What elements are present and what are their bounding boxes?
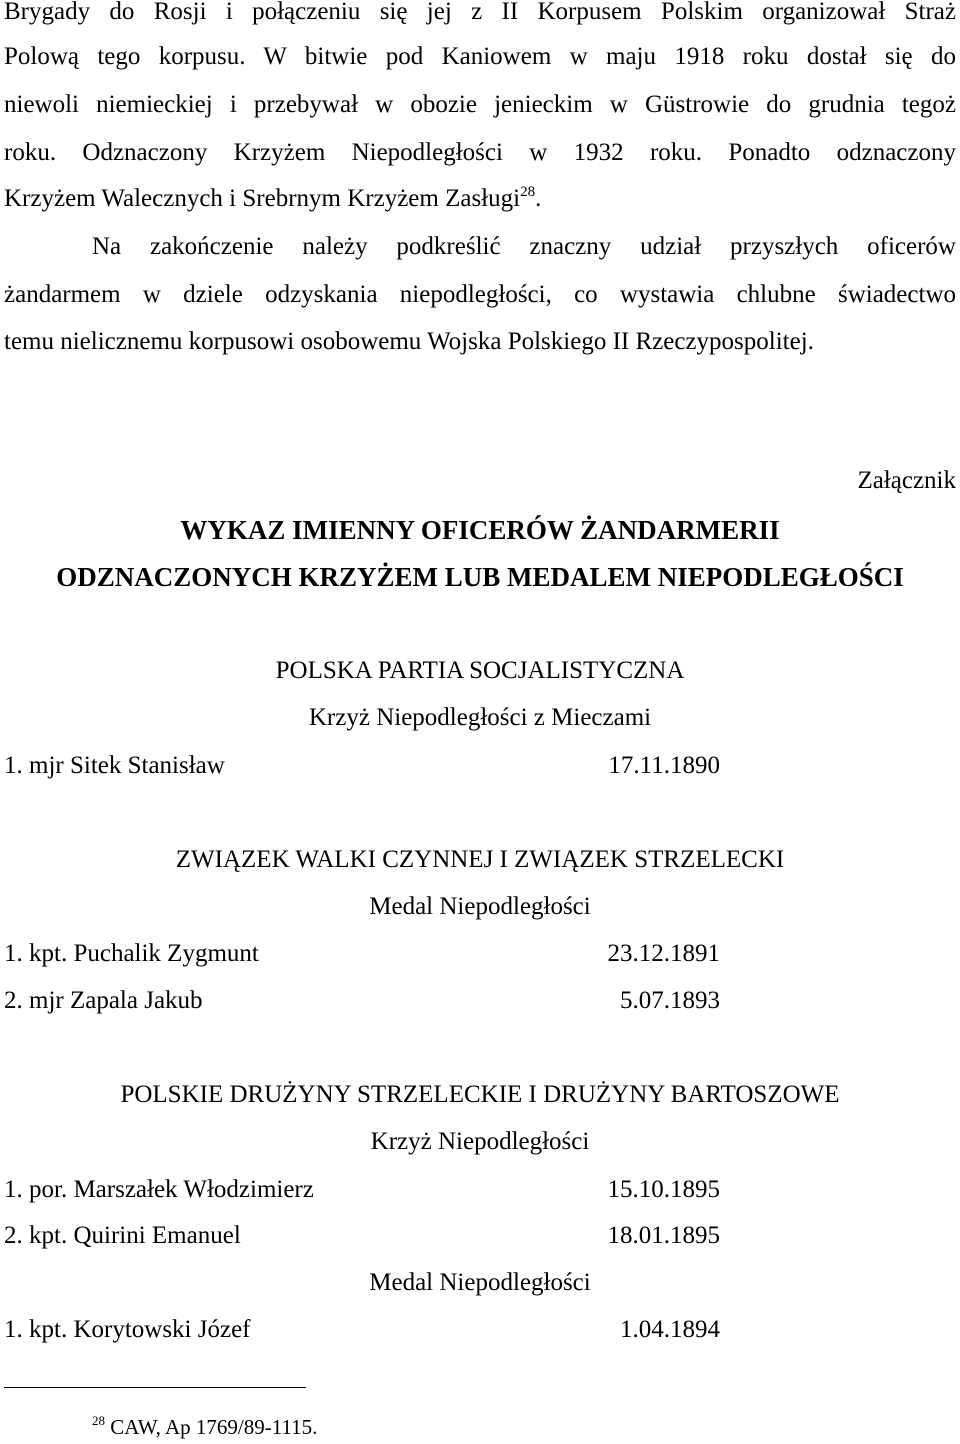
section2-entry1-date: 23.12.1891	[607, 940, 720, 967]
title-line2: ODZNACZONYCH KRZYŻEM LUB MEDALEM NIEPODLEGŁOŚCI	[56, 562, 904, 592]
section2-entry1-name: 1. kpt. Puchalik Zygmunt	[4, 940, 259, 967]
footnote-separator	[4, 1387, 306, 1388]
section1-entry1-date: 17.11.1890	[608, 752, 720, 779]
section1-organization: POLSKA PARTIA SOCJALISTYCZNA	[275, 657, 685, 684]
section2-entry2-name: 2. mjr Zapala Jakub	[4, 987, 203, 1014]
section3-entry2-date: 18.01.1895	[607, 1222, 720, 1249]
paragraph2-line2: żandarmem w dziele odzyskania niepodległości, co wystawia chlubne świadectwo	[4, 281, 956, 308]
paragraph2-line1: Na zakończenie należy podkreślić znaczny udział przyszłych oficerów	[92, 233, 956, 260]
paragraph1-line1: Brygady do Rosji i połączeniu się jej z II Korpusem Polskim organizował Straż	[4, 0, 956, 25]
paragraph1-end: .	[535, 185, 542, 212]
section2-organization: ZWIĄZEK WALKI CZYNNEJ I ZWIĄZEK STRZELECKI	[175, 846, 785, 873]
footnote	[92, 1414, 317, 1440]
section2-entry2-date: 5.07.1893	[620, 987, 720, 1014]
paragraph2-line3: temu nielicznemu korpusowi osobowemu Wojska Polskiego II Rzeczypospolitej.	[4, 328, 814, 355]
section1-award: Krzyż Niepodległości z Mieczami	[308, 704, 652, 731]
paragraph1-line2: Polową tego korpusu. W bitwie pod Kaniowem w maju 1918 roku dostał się do	[4, 43, 956, 70]
title-line1: WYKAZ IMIENNY OFICERÓW ŻANDARMERII	[180, 515, 780, 545]
section3-entry2-name: 2. kpt. Quirini Emanuel	[4, 1222, 241, 1249]
section1-entry1-name: 1. mjr Sitek Stanisław	[4, 752, 225, 779]
paragraph1-line4: roku. Odznaczony Krzyżem Niepodległości w 1932 roku. Ponadto odznaczony	[4, 139, 956, 166]
appendix-label: Załącznik	[857, 467, 956, 494]
section3-entry1-name: 1. por. Marszałek Włodzimierz	[4, 1176, 314, 1203]
paragraph1-line5	[4, 184, 541, 214]
section3-entry3-date: 1.04.1894	[620, 1316, 720, 1343]
section3-award: Krzyż Niepodległości	[370, 1128, 590, 1155]
section3-entry1-date: 15.10.1895	[607, 1176, 720, 1203]
section3-organization: POLSKIE DRUŻYNY STRZELECKIE I DRUŻYNY BARTOSZOWE	[120, 1081, 840, 1108]
section2-award: Medal Niepodległości	[369, 893, 591, 920]
section3-entry3-name: 1. kpt. Korytowski Józef	[4, 1316, 251, 1343]
paragraph1-last-text: Krzyżem Walecznych i Srebrnym Krzyżem Zasługi	[4, 185, 521, 212]
section3-award2: Medal Niepodległości	[369, 1269, 591, 1296]
paragraph1-line3: niewoli niemieckiej i przebywał w obozie jenieckim w Güstrowie do grudnia tegoż	[4, 91, 956, 118]
footnote-number: 28	[92, 1413, 105, 1428]
footnote-reference: 28	[520, 184, 536, 200]
footnote-text: CAW, Ap 1769/89-1115.	[110, 1415, 318, 1439]
